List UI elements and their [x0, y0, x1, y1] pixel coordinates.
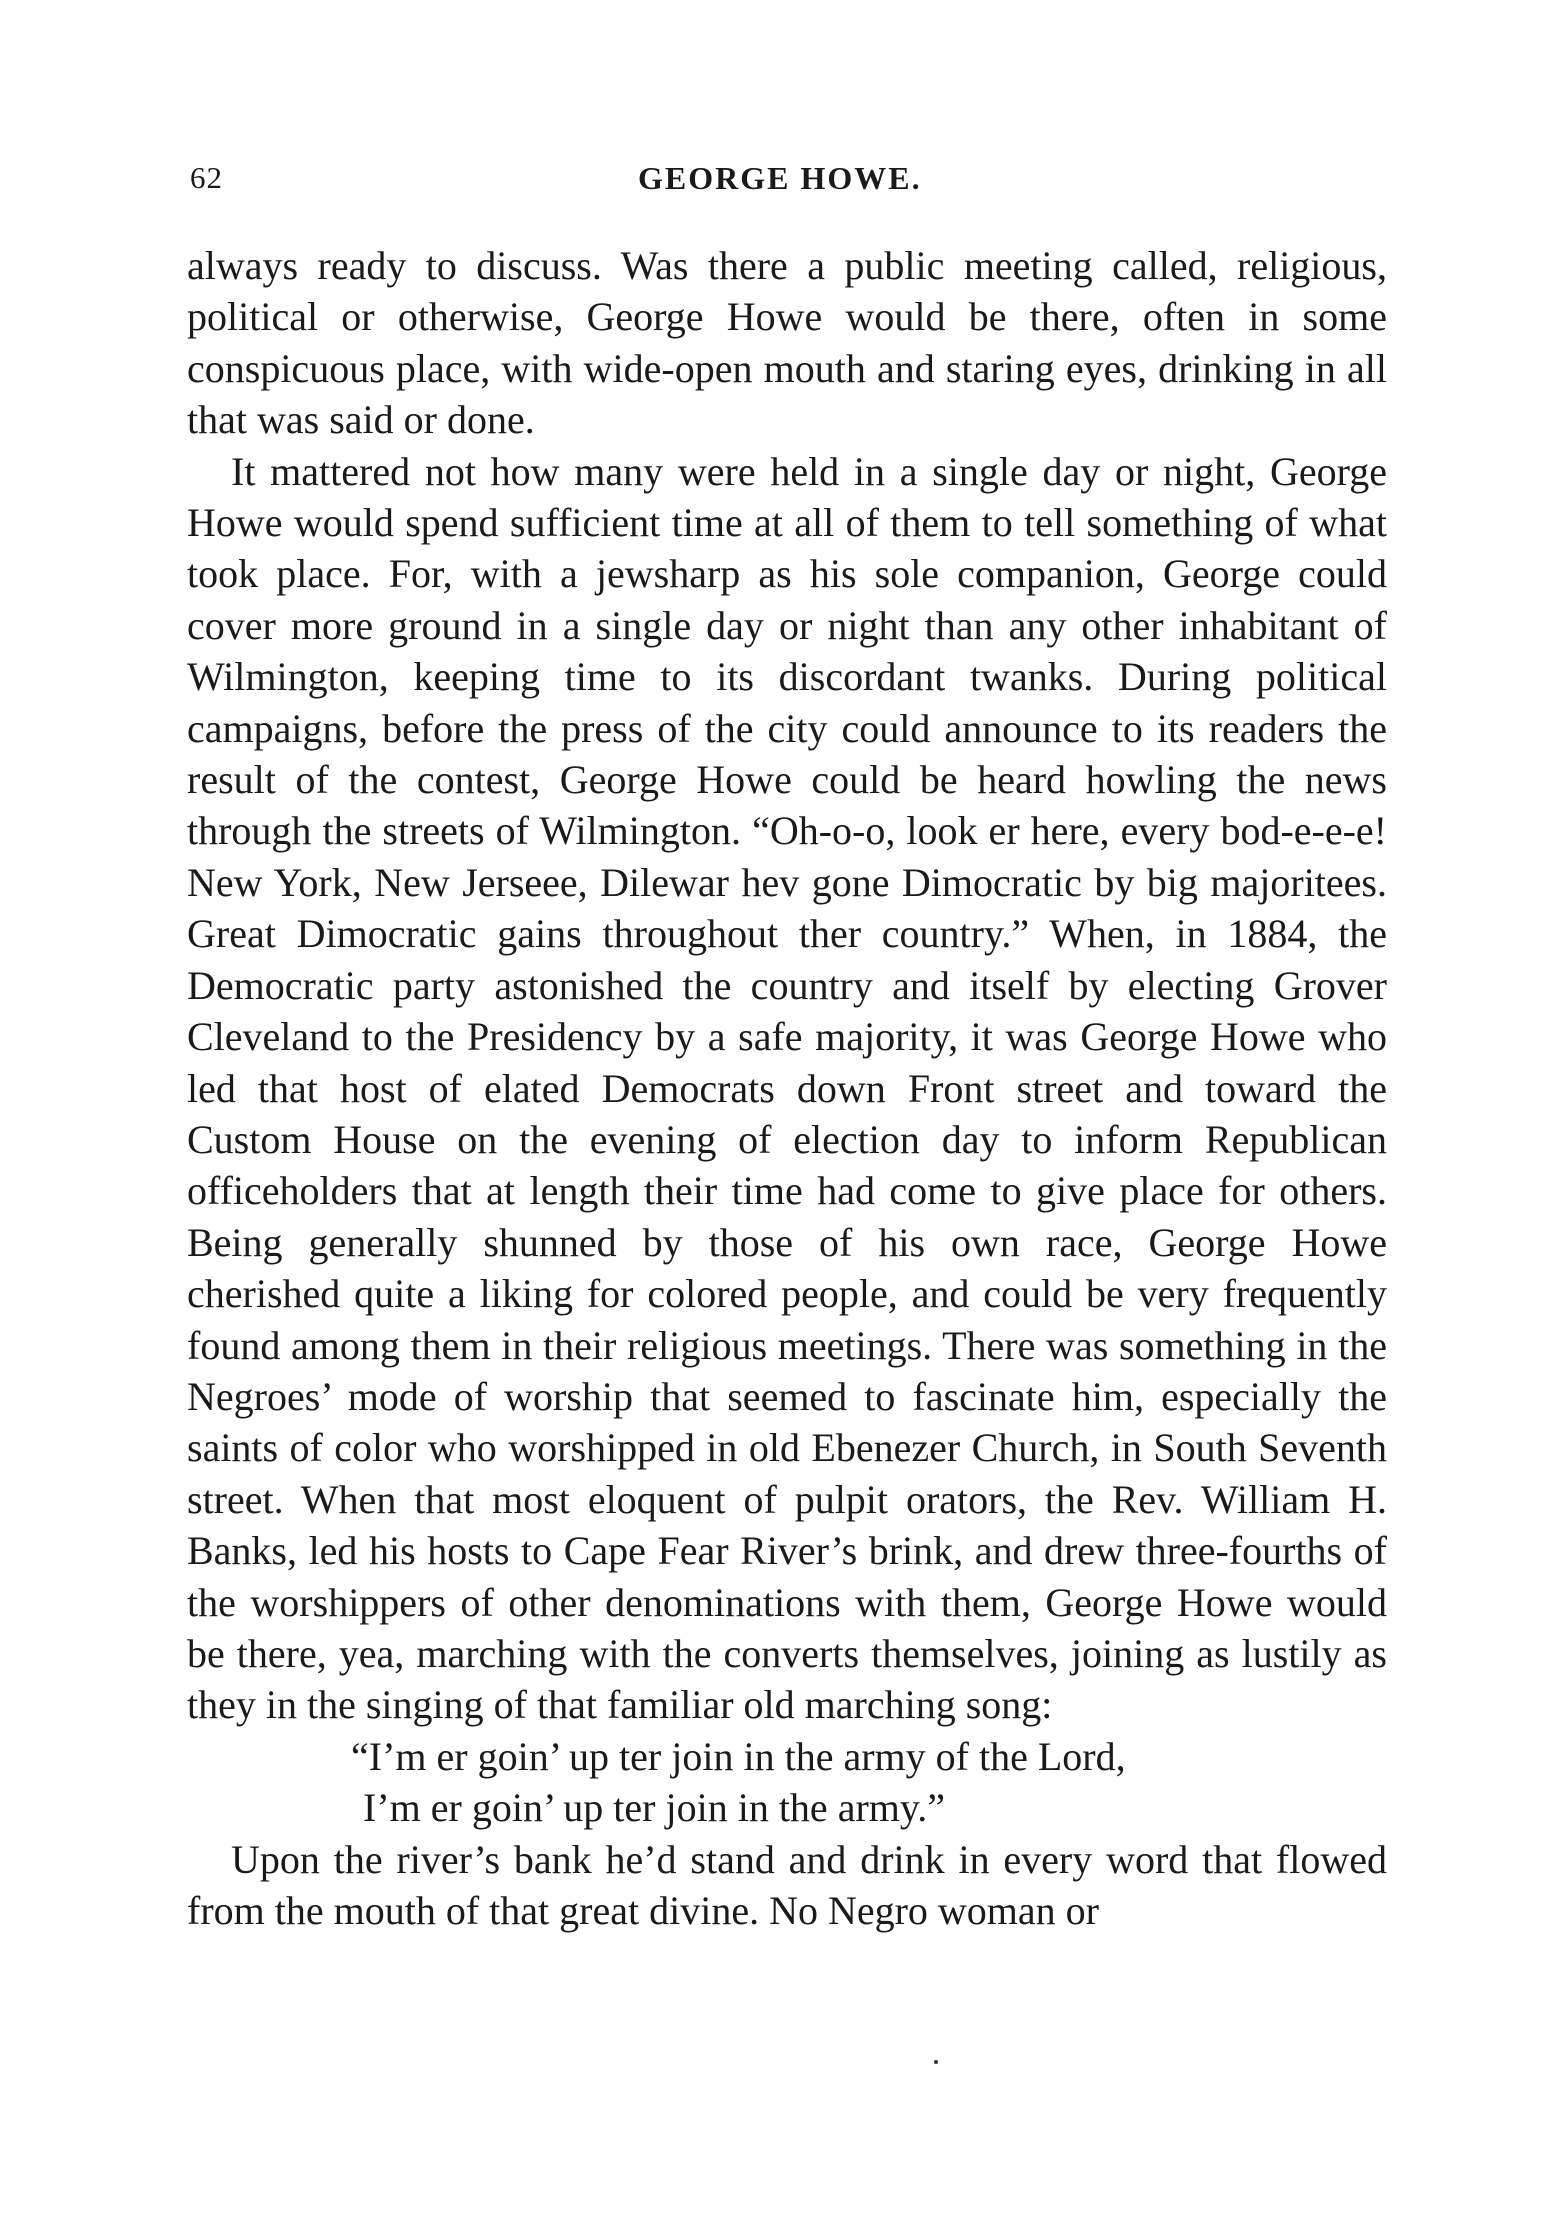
- verse-line-2: I’m er goin’ up ter join in the army.”: [363, 1785, 946, 1831]
- paragraph-river-bank: Upon the river’s bank he’d stand and drink in every word that flowed from the mouth of that great divine. No Negro woman or: [187, 1836, 1387, 1933]
- body-text: [187, 240, 1387, 1936]
- verse-line-1: “I’m er goin’ up ter join in the army of the Lord,: [351, 1733, 1126, 1779]
- running-head: [190, 160, 1390, 210]
- paragraph-george-howe-meetings: It mattered not how many were held in a single day or night, George Howe would spend sufficient time at all of them to tell something of what took place. For, with a jewsharp as his sole companion, George could cover more ground in a single day or night than any other inhabitant of Wilmington, keeping time to its discordant twanks. During political campaigns, before the press of the city could announce to its readers the result of the contest, George Howe could be heard howling the news through the streets of Wilmington. “Oh-o-o, look er here, every bod-e-e-e! New York, New Jerseee, Dilewar hev gone Dimocratic by big majoritees. Great Dimocratic gains throughout ther country.” When, in 1884, the Democratic party astonished the country and itself by electing Grover Cleveland to the Presidency by a safe majority, it was George Howe who led that host of elated Democrats down Front street and toward the Custom House on the evening of election day to inform Republican officeholders that at length their time had come to give place for others. Being generally shunned by those of his own race, George Howe cherished quite a liking for colored people, and could be very frequently found among them in their religious meetings. There was something in the Negroes’ mode of worship that seemed to fascinate him, especially the saints of color who worshipped in old Ebenezer Church, in South Seventh street. When that most eloquent of pulpit orators, the Rev. William H. Banks, led his hosts to Cape Fear River’s brink, and drew three-fourths of the worshippers of other denominations with them, George Howe would be there, yea, marching with the converts themselves, joining as lustily as they in the singing of that familiar old marching song:: [187, 448, 1387, 1728]
- paragraph-continued: always ready to discuss. Was there a public meeting called, religious, political or otherwise, George Howe would be there, often in some conspicuous place, with wide-open mouth and staring eyes, drinking in all that was said or done.: [187, 243, 1387, 443]
- print-speck: [934, 2060, 938, 2064]
- verse-quote: [187, 1731, 1387, 1834]
- page-number: 62: [190, 160, 223, 195]
- running-title: GEORGE HOWE.: [638, 160, 922, 196]
